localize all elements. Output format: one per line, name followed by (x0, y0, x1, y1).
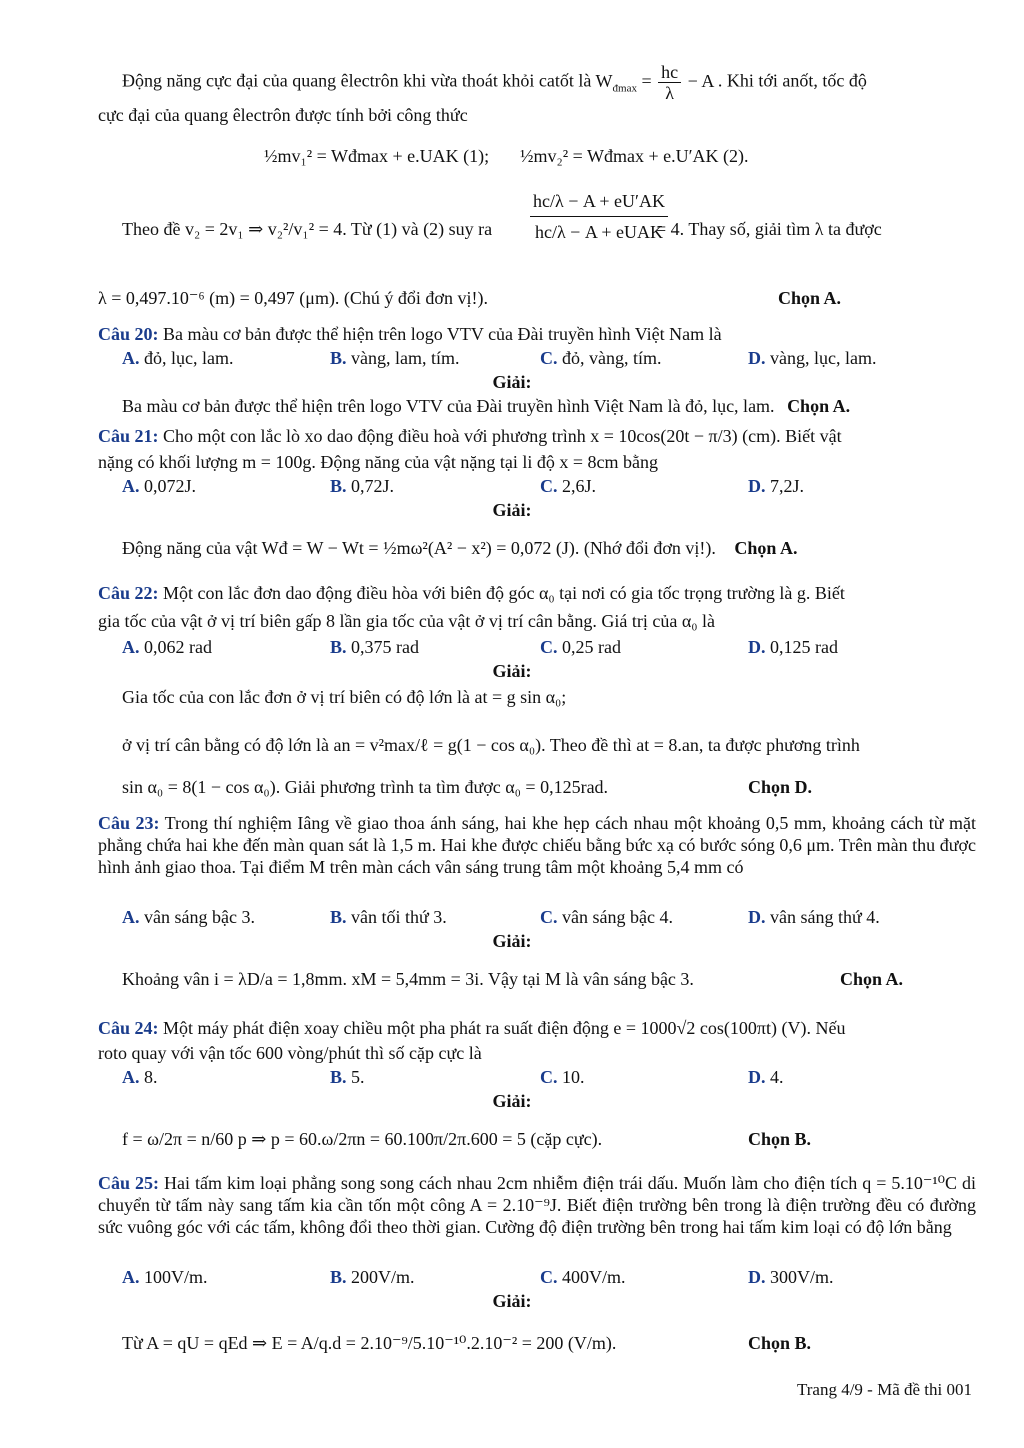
option-22a[interactable] (122, 636, 212, 658)
solution-22-line-2: ở vị trí cân bằng có độ lớn là an = v²max/ℓ = g(1 − cos α₀). Theo đề thì at = 8.an, ta được phương trình (122, 735, 860, 755)
option-letter: C. (540, 907, 558, 927)
option-text: vân sáng thứ 4. (770, 907, 880, 927)
intro-formula-1: $W_{đmax}$ = $\frac{hc}{\lambda}$ − A (595, 62, 714, 103)
solution-24: f = ω/2π = n/60 p ⇒ p = 60.ω/2πn = 60.100π/2π.600 = 5 (cặp cực). (122, 1129, 603, 1149)
option-20d[interactable] (748, 347, 876, 369)
option-letter: A. (122, 907, 140, 927)
option-text: vàng, lục, lam. (770, 348, 877, 368)
intro-formula-sub: đmax (612, 82, 637, 95)
question-text: Cho một con lắc lò xo dao động điều hoà với phương trình x = 10cos(20t − π/3) (cm). Biết vật (163, 426, 842, 446)
question-label: Câu 24: (98, 1018, 159, 1038)
solution-title-25: Giải: (492, 1291, 532, 1311)
question-21-cont: nặng có khối lượng m = 100g. Động năng của vật nặng tại li độ x = 8cm bằng (98, 452, 658, 472)
solution-21 (122, 537, 797, 559)
option-letter: D. (748, 637, 766, 657)
option-25b[interactable] (330, 1266, 415, 1288)
option-24a[interactable] (122, 1066, 158, 1088)
option-text: 400V/m. (562, 1267, 626, 1287)
option-letter: C. (540, 348, 558, 368)
solution-text: Động năng của vật Wđ = W − Wt = ½mω²(A² − x²) = 0,072 (J). (Nhớ đổi đơn vị!). (122, 538, 716, 558)
intro-text-3a: Theo đề v₂ = 2v₁ ⇒ v₂²/v₁² = 4. Từ (1) và (2) suy ra (122, 219, 493, 239)
solution-20 (122, 395, 850, 417)
option-text: vân tối thứ 3. (351, 907, 447, 927)
intro-frac-num: hc (658, 62, 681, 83)
option-23c[interactable] (540, 906, 673, 928)
intro-line-2: cực đại của quang êlectrôn được tính bởi công thức (98, 105, 468, 125)
question-label: Câu 21: (98, 426, 159, 446)
option-letter: D. (748, 907, 766, 927)
intro-formula-post: − A (687, 70, 714, 91)
solution-title-23: Giải: (492, 931, 532, 951)
option-20a[interactable] (122, 347, 233, 369)
option-letter: B. (330, 476, 347, 496)
option-letter: C. (540, 1067, 558, 1087)
question-21 (98, 425, 842, 447)
option-22c[interactable] (540, 636, 621, 658)
question-text: Ba màu cơ bản được thể hiện trên logo VTV của Đài truyền hình Việt Nam là (163, 324, 722, 344)
intro-fraction (658, 62, 681, 103)
option-text: vàng, lam, tím. (351, 348, 460, 368)
intro-ratio-fraction (530, 186, 668, 247)
option-23d[interactable] (748, 906, 880, 928)
option-text: 0,062 rad (144, 637, 212, 657)
option-letter: C. (540, 476, 558, 496)
intro-formula-pre: W (595, 70, 613, 91)
solution-22-line-1: Gia tốc của con lắc đơn ở vị trí biên có độ lớn là at = g sin α₀; (122, 687, 567, 707)
option-23a[interactable] (122, 906, 255, 928)
intro-text-1b: . Khi tới anốt, tốc độ (717, 70, 867, 91)
question-label: Câu 20: (98, 324, 159, 344)
option-text: 0,072J. (144, 476, 197, 496)
solution-23: Khoảng vân i = λD/a = 1,8mm. xM = 5,4mm = 3i. Vậy tại M là vân sáng bậc 3. (122, 969, 694, 989)
intro-eq-1: ½mv₁² = Wđmax + e.UAK (1); (264, 146, 490, 166)
intro-line-1 (122, 62, 867, 103)
answer-25: Chọn B. (748, 1333, 812, 1353)
option-letter: A. (122, 476, 140, 496)
option-24d[interactable] (748, 1066, 784, 1088)
option-21c[interactable] (540, 475, 596, 497)
option-text: vân sáng bậc 3. (144, 907, 255, 927)
intro-text-1: Động năng cực đại của quang êlectrôn khi vừa thoát khỏi catốt là (122, 70, 592, 91)
option-letter: B. (330, 637, 347, 657)
option-text: 4. (770, 1067, 784, 1087)
question-label: Câu 22: (98, 583, 159, 603)
option-letter: A. (122, 1067, 140, 1087)
solution-title-20: Giải: (492, 372, 532, 392)
intro-text-3b: = 4. Thay số, giải tìm λ ta được (656, 219, 882, 239)
option-text: 0,25 rad (562, 637, 621, 657)
solution-title-24: Giải: (492, 1091, 532, 1111)
option-text: 0,72J. (351, 476, 395, 496)
option-letter: D. (748, 348, 766, 368)
question-text: Hai tấm kim loại phẳng song song cách nhau 2cm nhiễm điện trái dấu. Muốn làm cho điện tích q = 5.10⁻¹⁰C di chuyển từ tấm này sang tấm kia cần tốn một công A = 2.10⁻⁹J. Biết điện trường bên trong là điện trường đều có đường sức vuông góc với các tấm, không đổi theo thời gian. Cường độ điện trường bên trong hai tấm kim loại có độ lớn bằng (98, 1173, 976, 1237)
answer-22: Chọn D. (748, 777, 813, 797)
option-20b[interactable] (330, 347, 460, 369)
option-25c[interactable] (540, 1266, 626, 1288)
option-letter: A. (122, 637, 140, 657)
solution-title-21: Giải: (492, 500, 532, 520)
option-24c[interactable] (540, 1066, 585, 1088)
question-text: Một máy phát điện xoay chiều một pha phát ra suất điện động e = 1000√2 cos(100πt) (V). Nếu (163, 1018, 846, 1038)
solution-title-22: Giải: (492, 661, 532, 681)
answer-23: Chọn A. (840, 969, 904, 989)
option-21a[interactable] (122, 475, 196, 497)
option-text: 200V/m. (351, 1267, 415, 1287)
answer: Chọn A. (734, 538, 798, 558)
option-22b[interactable] (330, 636, 419, 658)
option-text: 100V/m. (144, 1267, 208, 1287)
intro-line-3 (122, 218, 492, 240)
question-text: Một con lắc đơn dao động điều hòa với biên độ góc α₀ tại nơi có gia tốc trọng trường là g. Biết (163, 583, 845, 603)
solution-22-line-3: sin α₀ = 8(1 − cos α₀). Giải phương trình ta tìm được α₀ = 0,125rad. (122, 777, 609, 797)
answer: Chọn A. (787, 396, 851, 416)
option-text: 5. (351, 1067, 365, 1087)
option-letter: C. (540, 637, 558, 657)
question-22 (98, 582, 845, 604)
option-letter: C. (540, 1267, 558, 1287)
option-23b[interactable] (330, 906, 447, 928)
option-letter: A. (122, 1267, 140, 1287)
question-20 (98, 323, 722, 345)
option-25a[interactable] (122, 1266, 208, 1288)
intro-eq-2: ½mv₂² = Wđmax + e.U′AK (2). (520, 146, 749, 166)
option-22d[interactable] (748, 636, 838, 658)
option-letter: D. (748, 476, 766, 496)
intro-ratio-num: hc/λ − A + eU′AK (530, 186, 668, 217)
option-text: 0,375 rad (351, 637, 419, 657)
question-label: Câu 23: (98, 813, 160, 833)
answer-24: Chọn B. (748, 1129, 812, 1149)
option-24b[interactable] (330, 1066, 365, 1088)
option-letter: B. (330, 1267, 347, 1287)
question-23 (98, 812, 976, 878)
option-text: 7,2J. (770, 476, 805, 496)
option-21b[interactable] (330, 475, 394, 497)
question-24-cont: roto quay với vận tốc 600 vòng/phút thì số cặp cực là (98, 1043, 482, 1063)
question-24 (98, 1017, 845, 1039)
option-text: 0,125 rad (770, 637, 838, 657)
question-25 (98, 1172, 976, 1238)
intro-frac-den: λ (665, 83, 675, 103)
option-letter: B. (330, 1067, 347, 1087)
solution-25: Từ A = qU = qEd ⇒ E = A/q.d = 2.10⁻⁹/5.10⁻¹⁰.2.10⁻² = 200 (V/m). (122, 1333, 617, 1353)
option-20c[interactable] (540, 347, 662, 369)
solution-text: Ba màu cơ bản được thể hiện trên logo VTV của Đài truyền hình Việt Nam là đỏ, lục, lam. (122, 396, 775, 416)
option-letter: B. (330, 907, 347, 927)
option-text: đỏ, lục, lam. (144, 348, 234, 368)
option-21d[interactable] (748, 475, 804, 497)
question-label: Câu 25: (98, 1173, 159, 1193)
option-25d[interactable] (748, 1266, 834, 1288)
question-22-cont: gia tốc của vật ở vị trí biên gấp 8 lần gia tốc của vật ở vị trí cân bằng. Giá trị của α₀ là (98, 611, 716, 631)
intro-answer: Chọn A. (778, 288, 842, 308)
option-text: vân sáng bậc 4. (562, 907, 673, 927)
page-footer: Trang 4/9 - Mã đề thi 001 (796, 1380, 972, 1399)
option-text: 10. (562, 1067, 585, 1087)
option-letter: D. (748, 1067, 766, 1087)
option-letter: A. (122, 348, 140, 368)
option-letter: D. (748, 1267, 766, 1287)
intro-ratio-den: hc/λ − A + eUAK (534, 222, 663, 242)
intro-line-4: λ = 0,497.10⁻⁶ (m) = 0,497 (μm). (Chú ý đổi đơn vị!). (98, 288, 488, 308)
question-text: Trong thí nghiệm Iâng về giao thoa ánh sáng, hai khe hẹp cách nhau một khoảng 0,5 mm, khoảng cách từ mặt phẳng chứa hai khe đến màn quan sát là 1,5 m. Hai khe được chiếu bằng bức xạ có bước sóng 0,6 μm. Trên màn thu được hình ảnh giao thoa. Tại điểm M trên màn cách vân sáng trung tâm một khoảng 5,4 mm có (98, 813, 976, 877)
option-letter: B. (330, 348, 347, 368)
option-text: 300V/m. (770, 1267, 834, 1287)
option-text: đỏ, vàng, tím. (562, 348, 662, 368)
option-text: 2,6J. (562, 476, 597, 496)
option-text: 8. (144, 1067, 158, 1087)
